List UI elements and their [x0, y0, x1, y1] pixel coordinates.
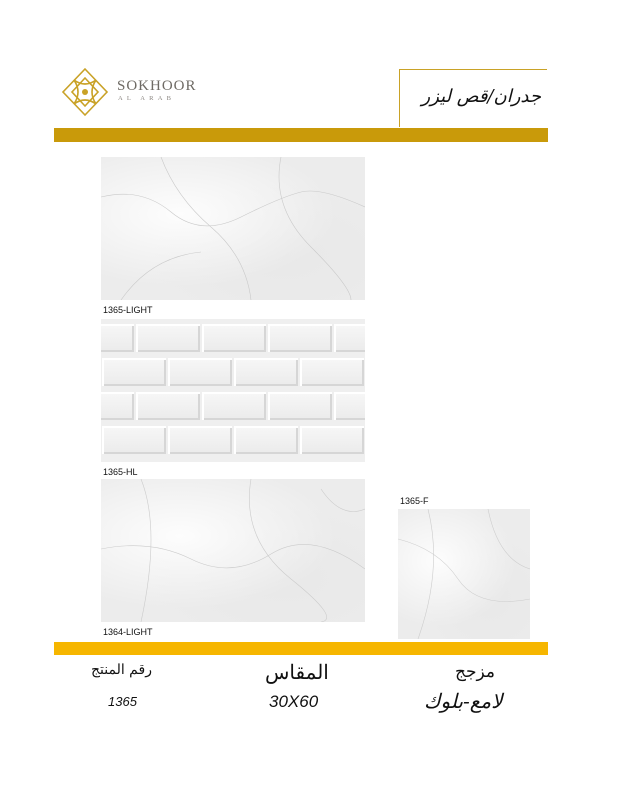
tile-code-label: 1365-HL [103, 467, 138, 477]
tile-1364-light-image [101, 479, 365, 622]
tile-1365-light-image [101, 157, 365, 300]
tile-code-label: 1365-LIGHT [103, 305, 153, 315]
product-number-value: 1365 [108, 694, 137, 709]
finish-label: مزجج [455, 662, 495, 682]
finish-value: لامع-بلوك [424, 689, 503, 713]
footer-divider-bar [54, 642, 548, 655]
brand-tagline: AL ARAB [118, 95, 176, 102]
catalog-title: جدران/قص ليزر [421, 86, 541, 107]
header-divider-bar [54, 128, 548, 142]
brand-logo [60, 66, 210, 118]
catalog-title-box [399, 69, 547, 127]
tile-code-label: 1364-LIGHT [103, 627, 153, 637]
size-value: 30X60 [269, 692, 319, 711]
tile-1365-f-image [398, 509, 530, 639]
brand-name: SOKHOOR [117, 78, 197, 94]
size-label: المقاس [265, 660, 329, 684]
tile-code-label: 1365-F [400, 496, 429, 506]
tile-1365-hl-image [101, 319, 365, 462]
product-number-label: رقم المنتج [91, 662, 152, 678]
diamond-emblem-icon [60, 66, 110, 118]
